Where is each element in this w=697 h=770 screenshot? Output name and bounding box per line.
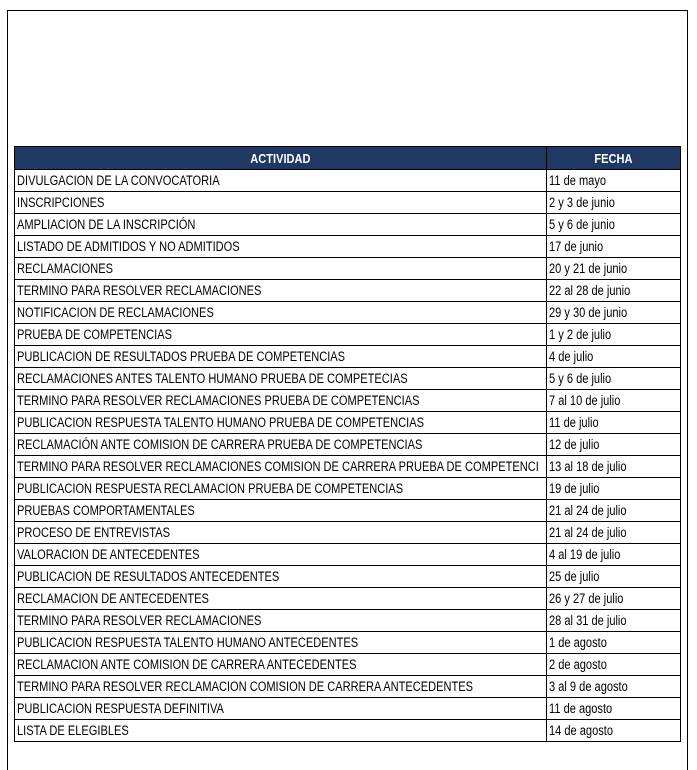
- activity-text: PUBLICACION DE RESULTADOS PRUEBA DE COMPETENCIAS: [17, 348, 346, 364]
- date-cell: [547, 632, 681, 654]
- activity-text: LISTA DE ELEGIBLES: [17, 722, 129, 738]
- table-row: [15, 258, 681, 280]
- date-text: 7 al 10 de julio: [549, 392, 621, 408]
- column-header-activity: [15, 147, 547, 170]
- date-cell: [547, 654, 681, 676]
- table-row: [15, 412, 681, 434]
- date-text: 21 al 24 de julio: [549, 502, 627, 518]
- date-text: 20 y 21 de junio: [549, 260, 628, 276]
- date-cell: [547, 412, 681, 434]
- date-cell: [547, 170, 681, 192]
- activity-text: PROCESO DE ENTREVISTAS: [17, 524, 170, 540]
- date-cell: [547, 324, 681, 346]
- date-cell: [547, 588, 681, 610]
- activity-cell: [15, 236, 547, 258]
- activity-cell: [15, 280, 547, 302]
- activity-text: PUBLICACION RESPUESTA TALENTO HUMANO PRUEBA DE COMPETENCIAS: [17, 414, 425, 430]
- table-row: [15, 544, 681, 566]
- date-text: 17 de junio: [549, 238, 604, 254]
- activity-cell: [15, 610, 547, 632]
- activity-text: PRUEBA DE COMPETENCIAS: [17, 326, 173, 342]
- schedule-table: [14, 146, 681, 742]
- table-row: [15, 170, 681, 192]
- date-text: 21 al 24 de julio: [549, 524, 627, 540]
- activity-cell: [15, 192, 547, 214]
- date-cell: [547, 456, 681, 478]
- table-row: [15, 500, 681, 522]
- table-row: [15, 192, 681, 214]
- date-text: 14 de agosto: [549, 722, 614, 738]
- date-cell: [547, 390, 681, 412]
- date-cell: [547, 280, 681, 302]
- table-row: [15, 434, 681, 456]
- date-text: 5 y 6 de julio: [549, 370, 612, 386]
- activity-cell: [15, 434, 547, 456]
- table-row: [15, 610, 681, 632]
- date-cell: [547, 346, 681, 368]
- table-row: [15, 390, 681, 412]
- date-cell: [547, 676, 681, 698]
- activity-cell: [15, 390, 547, 412]
- date-cell: [547, 566, 681, 588]
- activity-text: PRUEBAS COMPORTAMENTALES: [17, 502, 195, 518]
- activity-cell: [15, 632, 547, 654]
- table-row: [15, 698, 681, 720]
- activity-cell: [15, 478, 547, 500]
- date-text: 1 y 2 de julio: [549, 326, 612, 342]
- date-cell: [547, 192, 681, 214]
- date-cell: [547, 214, 681, 236]
- table-row: [15, 720, 681, 742]
- table-row: [15, 632, 681, 654]
- date-text: 13 al 18 de julio: [549, 458, 627, 474]
- activity-cell: [15, 324, 547, 346]
- table-header-row: [15, 147, 681, 170]
- date-cell: [547, 720, 681, 742]
- table-row: [15, 236, 681, 258]
- activity-text: PUBLICACION RESPUESTA DEFINITIVA: [17, 700, 224, 716]
- date-cell: [547, 236, 681, 258]
- activity-cell: [15, 302, 547, 324]
- activity-text: TERMINO PARA RESOLVER RECLAMACIONES: [17, 612, 262, 628]
- date-cell: [547, 610, 681, 632]
- table-row: [15, 368, 681, 390]
- activity-cell: [15, 566, 547, 588]
- activity-text: TERMINO PARA RESOLVER RECLAMACIONES COMISION DE CARRERA PRUEBA DE COMPETENCI: [17, 458, 539, 474]
- table-row: [15, 302, 681, 324]
- table-row: [15, 676, 681, 698]
- activity-cell: [15, 456, 547, 478]
- activity-text: AMPLIACION DE LA INSCRIPCIÓN: [17, 216, 196, 232]
- activity-text: RECLAMACIONES: [17, 260, 113, 276]
- activity-cell: [15, 720, 547, 742]
- date-text: 28 al 31 de julio: [549, 612, 627, 628]
- column-header-activity-label: ACTIVIDAD: [250, 150, 311, 166]
- date-text: 22 al 28 de junio: [549, 282, 631, 298]
- table-row: [15, 324, 681, 346]
- date-text: 11 de mayo: [549, 172, 607, 188]
- activity-cell: [15, 654, 547, 676]
- activity-text: PUBLICACION RESPUESTA RECLAMACION PRUEBA DE COMPETENCIAS: [17, 480, 404, 496]
- date-cell: [547, 500, 681, 522]
- date-text: 2 de agosto: [549, 656, 607, 672]
- date-text: 4 de julio: [549, 348, 594, 364]
- date-cell: [547, 258, 681, 280]
- table-row: [15, 522, 681, 544]
- date-cell: [547, 368, 681, 390]
- activity-cell: [15, 544, 547, 566]
- activity-cell: [15, 522, 547, 544]
- column-header-date: [547, 147, 681, 170]
- activity-text: LISTADO DE ADMITIDOS Y NO ADMITIDOS: [17, 238, 240, 254]
- table-row: [15, 588, 681, 610]
- date-text: 25 de julio: [549, 568, 600, 584]
- activity-cell: [15, 170, 547, 192]
- activity-cell: [15, 588, 547, 610]
- table-row: [15, 654, 681, 676]
- activity-cell: [15, 412, 547, 434]
- activity-text: PUBLICACION DE RESULTADOS ANTECEDENTES: [17, 568, 280, 584]
- date-text: 3 al 9 de agosto: [549, 678, 628, 694]
- activity-text: RECLAMACIONES ANTES TALENTO HUMANO PRUEBA DE COMPETECIAS: [17, 370, 408, 386]
- activity-cell: [15, 500, 547, 522]
- activity-text: RECLAMACION ANTE COMISION DE CARRERA ANTECEDENTES: [17, 656, 357, 672]
- date-text: 19 de julio: [549, 480, 600, 496]
- date-cell: [547, 434, 681, 456]
- date-text: 11 de julio: [549, 414, 599, 430]
- activity-cell: [15, 346, 547, 368]
- date-text: 12 de julio: [549, 436, 600, 452]
- table-row: [15, 214, 681, 236]
- date-cell: [547, 544, 681, 566]
- activity-text: RECLAMACION DE ANTECEDENTES: [17, 590, 209, 606]
- date-text: 4 al 19 de julio: [549, 546, 621, 562]
- date-cell: [547, 302, 681, 324]
- column-header-date-label: FECHA: [594, 150, 633, 166]
- activity-cell: [15, 214, 547, 236]
- activity-cell: [15, 258, 547, 280]
- activity-text: TERMINO PARA RESOLVER RECLAMACION COMISION DE CARRERA ANTECEDENTES: [17, 678, 474, 694]
- activity-cell: [15, 676, 547, 698]
- table-row: [15, 566, 681, 588]
- date-text: 26 y 27 de julio: [549, 590, 624, 606]
- activity-text: NOTIFICACION DE RECLAMACIONES: [17, 304, 214, 320]
- date-text: 11 de agosto: [549, 700, 613, 716]
- table-row: [15, 346, 681, 368]
- date-text: 2 y 3 de junio: [549, 194, 615, 210]
- activity-text: DIVULGACION DE LA CONVOCATORIA: [17, 172, 220, 188]
- date-cell: [547, 478, 681, 500]
- date-text: 1 de agosto: [549, 634, 607, 650]
- date-cell: [547, 522, 681, 544]
- activity-text: INSCRIPCIONES: [17, 194, 105, 210]
- activity-cell: [15, 698, 547, 720]
- activity-cell: [15, 368, 547, 390]
- date-text: 29 y 30 de junio: [549, 304, 628, 320]
- activity-text: VALORACION DE ANTECEDENTES: [17, 546, 200, 562]
- table-row: [15, 478, 681, 500]
- date-cell: [547, 698, 681, 720]
- date-text: 5 y 6 de junio: [549, 216, 615, 232]
- activity-text: TERMINO PARA RESOLVER RECLAMACIONES: [17, 282, 262, 298]
- activity-text: TERMINO PARA RESOLVER RECLAMACIONES PRUEBA DE COMPETENCIAS: [17, 392, 420, 408]
- activity-text: RECLAMACIÓN ANTE COMISION DE CARRERA PRUEBA DE COMPETENCIAS: [17, 436, 423, 452]
- table-row: [15, 456, 681, 478]
- activity-text: PUBLICACION RESPUESTA TALENTO HUMANO ANTECEDENTES: [17, 634, 359, 650]
- table-row: [15, 280, 681, 302]
